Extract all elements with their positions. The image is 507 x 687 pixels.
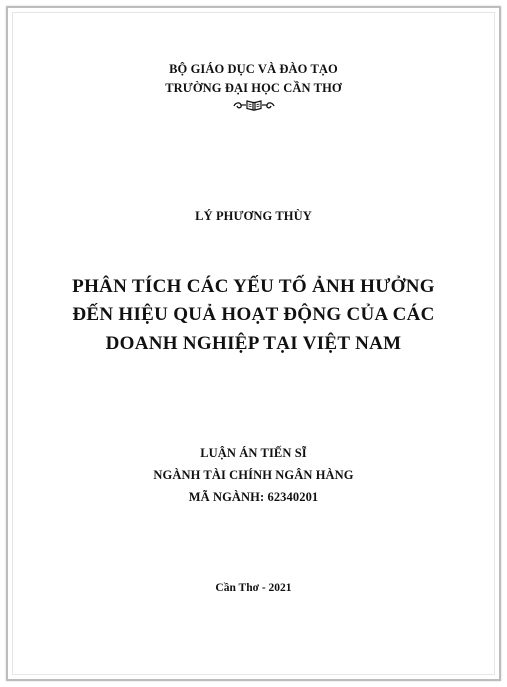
thesis-title-line-3: DOANH NGHIỆP TẠI VIỆT NAM [105, 333, 402, 354]
author-name: LÝ PHƯƠNG THÙY [195, 209, 312, 223]
major-name: NGÀNH TÀI CHÍNH NGÂN HÀNG [153, 468, 354, 482]
book-ornament-icon [0, 98, 507, 114]
thesis-title-line-1: PHÂN TÍCH CÁC YẾU TỐ ẢNH HƯỞNG [72, 276, 435, 297]
ministry-name: BỘ GIÁO DỤC VÀ ĐÀO TẠO [169, 62, 338, 76]
thesis-title-line-2: ĐẾN HIỆU QUẢ HOẠT ĐỘNG CỦA CÁC [72, 304, 435, 325]
university-name: TRƯỜNG ĐẠI HỌC CẦN THƠ [165, 81, 342, 95]
place-and-year: Cần Thơ - 2021 [215, 582, 292, 594]
degree-type: LUẬN ÁN TIẾN SĨ [200, 446, 307, 460]
major-code: MÃ NGÀNH: 62340201 [188, 490, 319, 504]
